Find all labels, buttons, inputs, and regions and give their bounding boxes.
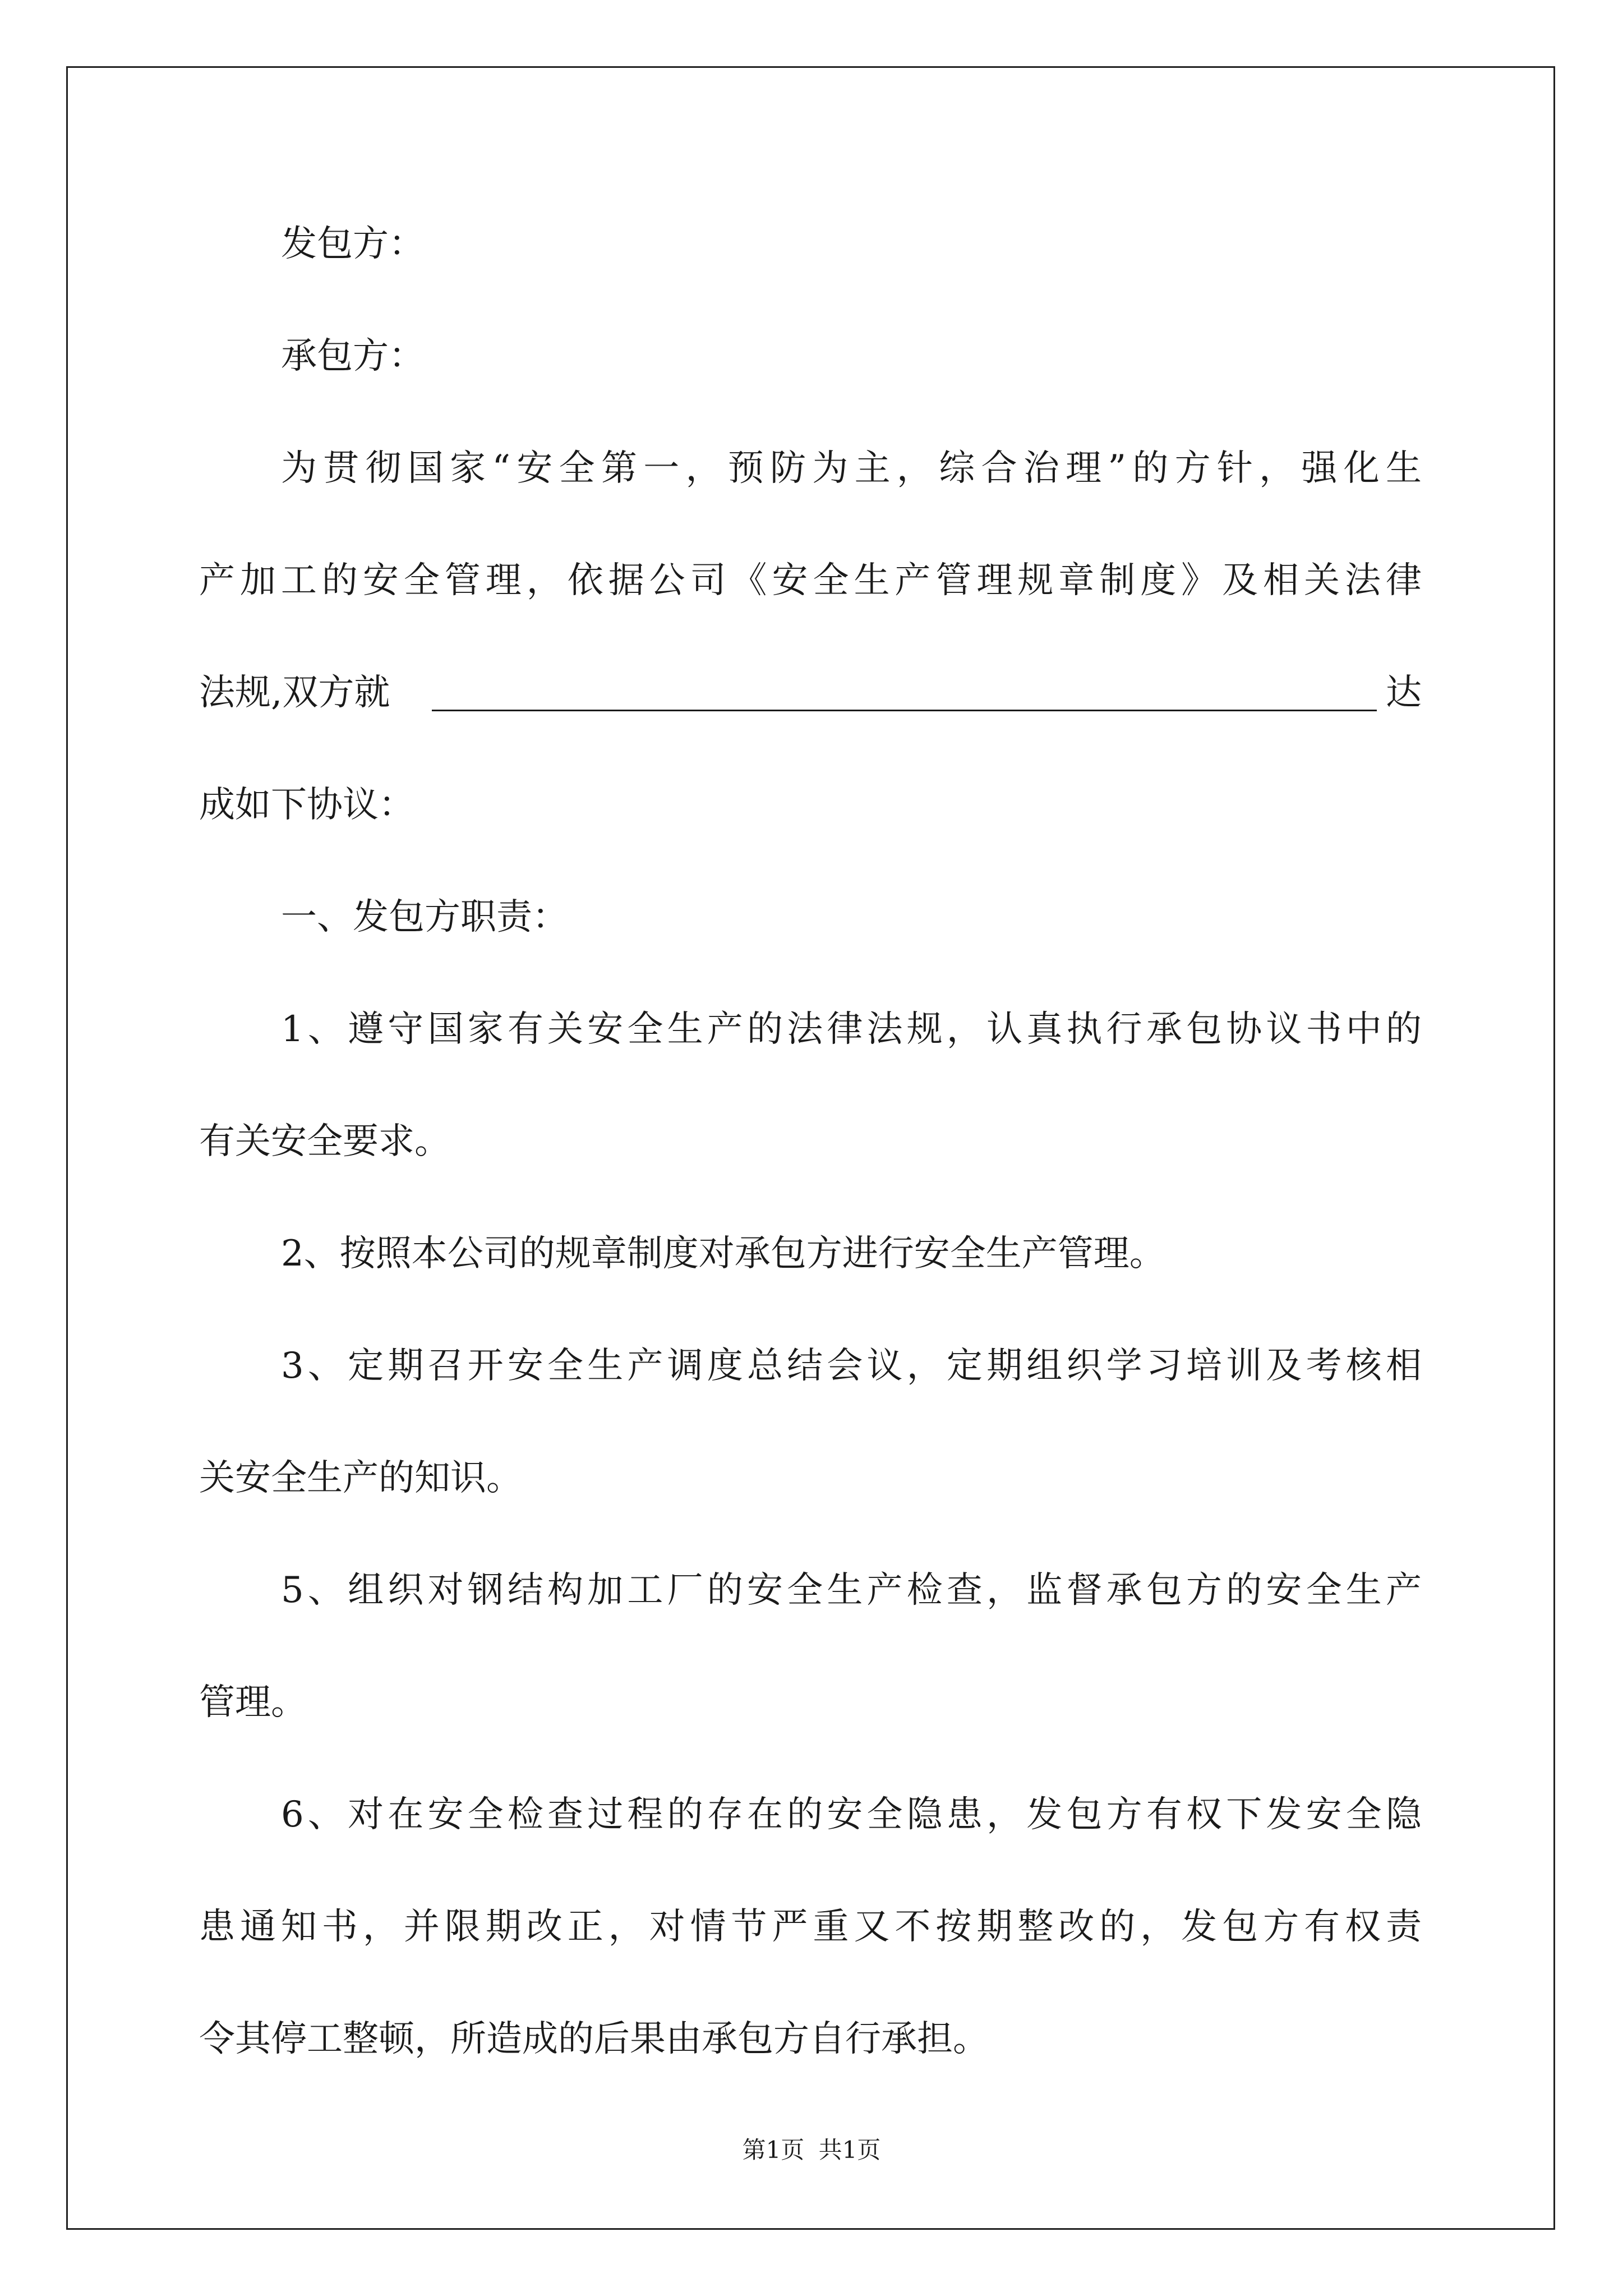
page-count: 共1页	[818, 2136, 881, 2164]
paragraph-line: 为贯彻国家“安全第一，预防为主，综合治理”的方针，强化生	[281, 448, 1422, 489]
clause-line: 令其停工整顿，所造成的后果由承包方自行承担。	[199, 2018, 989, 2060]
page-footer	[0, 2132, 1623, 2165]
paragraph-line-tail: 达	[1386, 672, 1422, 714]
page-number: 第1页	[742, 2136, 805, 2164]
party-a-label: 发包方：	[281, 223, 425, 265]
paragraph-line: 成如下协议：	[199, 784, 414, 826]
clause-line: 有关安全要求。	[199, 1121, 450, 1162]
clause-line: 3、定期召开安全生产调度总结会议，定期组织学习培训及考核相	[281, 1345, 1422, 1387]
clause-line: 管理。	[199, 1682, 307, 1723]
clause-line: 2、按照本公司的规章制度对承包方进行安全生产管理。	[281, 1233, 1165, 1274]
party-b-label: 承包方：	[281, 335, 425, 377]
section-heading: 一、发包方职责：	[281, 896, 568, 938]
paragraph-line: 产加工的安全管理，依据公司《安全生产管理规章制度》及相关法律	[199, 560, 1422, 601]
clause-line: 1、遵守国家有关安全生产的法律法规，认真执行承包协议书中的	[281, 1009, 1422, 1050]
paragraph-line: 法规,双方就	[199, 672, 390, 714]
clause-line: 患通知书，并限期改正，对情节严重又不按期整改的，发包方有权责	[199, 1906, 1422, 1948]
clause-line: 关安全生产的知识。	[199, 1457, 522, 1499]
clause-line: 5、组织对钢结构加工厂的安全生产检查，监督承包方的安全生产	[281, 1570, 1422, 1611]
fill-in-underline	[432, 710, 1377, 711]
clause-line: 6、对在安全检查过程的存在的安全隐患，发包方有权下发安全隐	[281, 1794, 1422, 1835]
